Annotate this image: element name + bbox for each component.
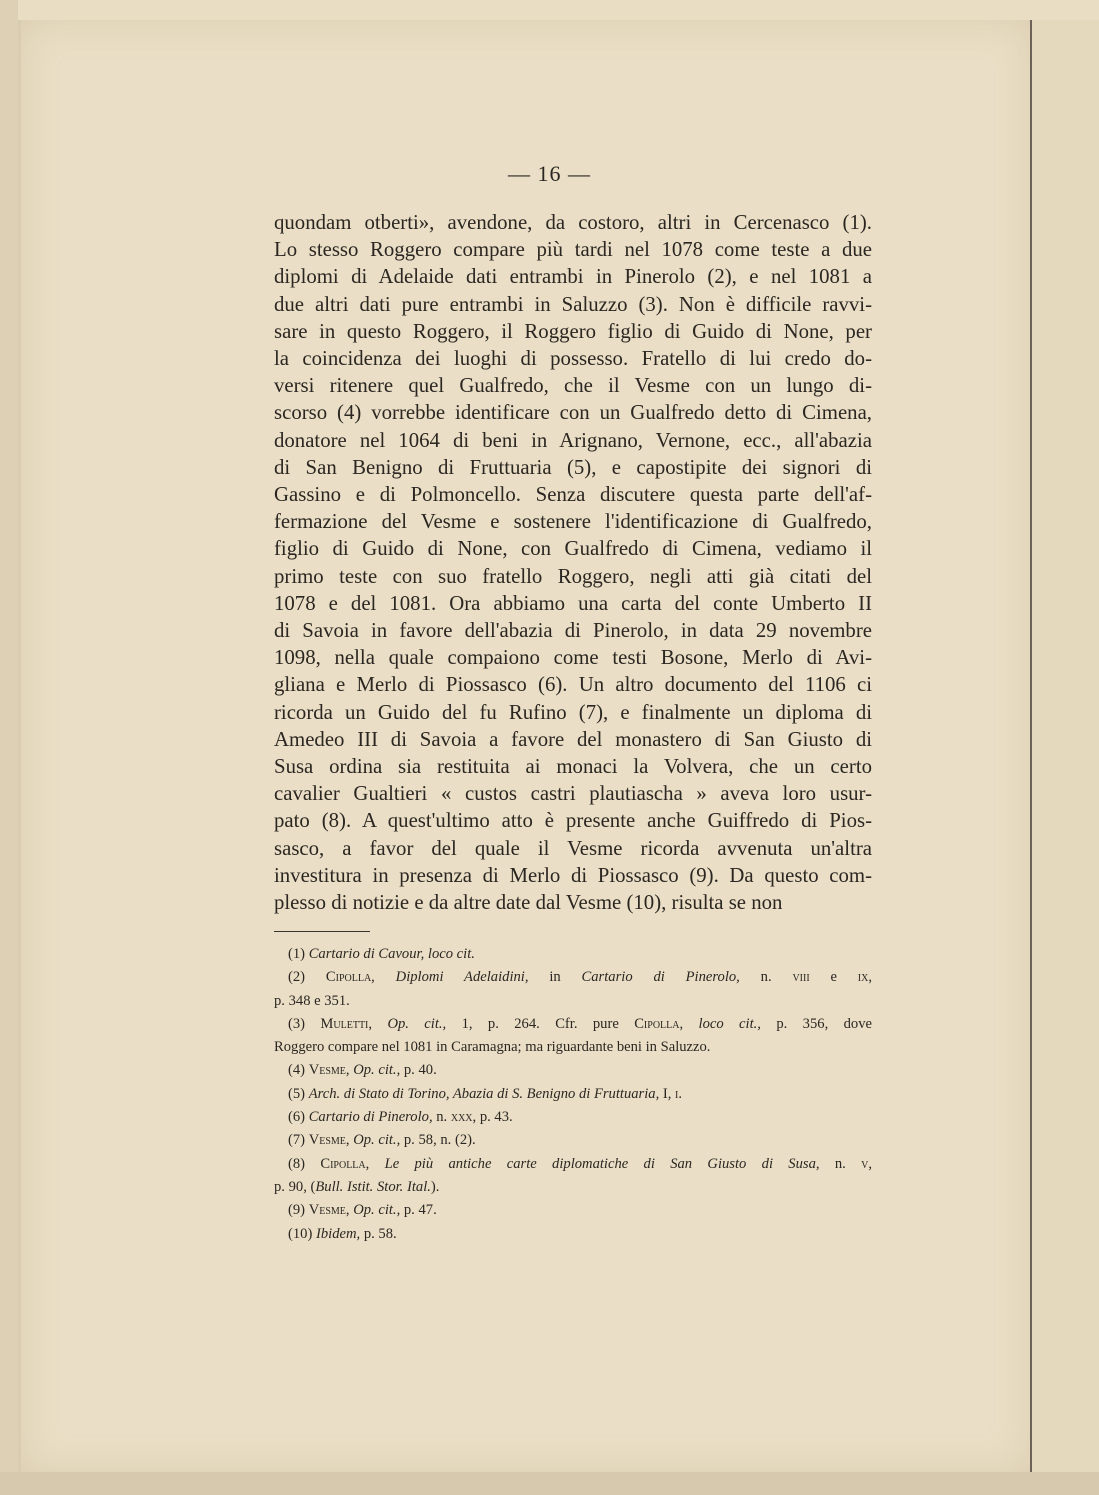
footnote-4: (4) Vesme, Op. cit., p. 40. (288, 1062, 437, 1079)
body-line: di San Benigno di Fruttuaria (5), e capostipite dei signori di (274, 455, 872, 479)
footnote-8: (8) Cipolla, Le più antiche carte diplomatiche di San Giusto di Susa, n. v, (288, 1155, 872, 1172)
body-line: ricorda un Guido del fu Rufino (7), e finalmente un diploma di (274, 700, 872, 724)
footnotes (274, 943, 872, 1246)
body-line: plesso di notizie e da altre date dal Vesme (10), risulta se non (274, 891, 783, 915)
footnote-1: (1) Cartario di Cavour, loco cit. (288, 946, 475, 962)
footnote-8-continued: p. 90, (Bull. Istit. Stor. Ital.). (274, 1178, 440, 1195)
body-line: di Savoia in favore dell'abazia di Pinerolo, in data 29 novembre (274, 619, 872, 643)
body-line: Amedeo III di Savoia a favore del monastero di San Giusto di (274, 727, 872, 751)
footnote-7: (7) Vesme, Op. cit., p. 58, n. (2). (288, 1132, 476, 1149)
body-line: sasco, a favor del quale il Vesme ricorda avvenuta un'altra (274, 836, 872, 860)
footnote-3-continued: Roggero compare nel 1081 in Caramagna; ma riguardante beni in Saluzzo. (274, 1039, 711, 1056)
body-line: Lo stesso Roggero compare più tardi nel 1078 come teste a due (274, 238, 872, 262)
body-line: versi ritenere quel Gualfredo, che il Vesme con un lungo di- (274, 374, 872, 398)
body-line: due altri dati pure entrambi in Saluzzo (3). Non è difficile ravvi- (274, 292, 872, 316)
left-page-edge (0, 0, 18, 1495)
footnote-2: (2) Cipolla, Diplomi Adelaidini, in Cartario di Pinerolo, n. viii e ix, (288, 969, 873, 986)
body-line: quondam otberti», avendone, da costoro, altri in Cercenasco (1). (274, 211, 872, 234)
body-line: scorso (4) vorrebbe identificare con un Gualfredo detto di Cimena, (274, 401, 872, 425)
next-page-edge (1030, 20, 1099, 1495)
body-line: la coincidenza dei luoghi di possesso. Fratello di lui credo do- (274, 347, 872, 371)
body-line: diplomi di Adelaide dati entrambi in Pinerolo (2), e nel 1081 a (274, 265, 872, 289)
body-line: cavalier Gualtieri « custos castri plautiascha » aveva loro usur- (274, 782, 872, 806)
body-line: pato (8). A quest'ultimo atto è presente anche Guiffredo di Pios- (274, 809, 872, 833)
body-line: primo teste con suo fratello Roggero, negli atti già citati del (274, 564, 872, 588)
page-number: — 16 — (508, 161, 591, 186)
body-line: donatore nel 1064 di beni in Arignano, Vernone, ecc., all'abazia (274, 428, 872, 452)
body-line: fermazione del Vesme e sostenere l'identificazione di Gualfredo, (274, 510, 872, 534)
body-line: investitura in presenza di Merlo di Piossasco (9). Da questo com- (274, 863, 872, 887)
body-line: Gassino e di Polmoncello. Senza discutere questa parte dell'af- (274, 483, 872, 507)
body-line: sare in questo Roggero, il Roggero figlio di Guido di None, per (274, 319, 872, 343)
footnote-2-continued: p. 348 e 351. (274, 992, 350, 1009)
body-line: gliana e Merlo di Piossasco (6). Un altro documento del 1106 ci (274, 673, 872, 697)
bottom-margin (0, 1472, 1099, 1495)
body-paragraph (274, 209, 872, 916)
body-line: figlio di Guido di None, con Gualfredo di Cimena, vediamo il (274, 537, 872, 561)
footnote-6: (6) Cartario di Pinerolo, n. xxx, p. 43. (288, 1109, 513, 1126)
body-line: 1098, nella quale compaiono come testi Bosone, Merlo di Avi- (274, 646, 872, 670)
body-line: Susa ordina sia restituita ai monaci la Volvera, che un certo (274, 755, 872, 779)
footnote-3: (3) Muletti, Op. cit., 1, p. 264. Cfr. pure Cipolla, loco cit., p. 356, dove (288, 1015, 872, 1032)
footnote-10: (10) Ibidem, p. 58. (288, 1225, 397, 1242)
body-line: 1078 e del 1081. Ora abbiamo una carta del conte Umberto II (274, 591, 872, 615)
footnote-5: (5) Arch. di Stato di Torino, Abazia di S. Benigno di Fruttuaria, I, i. (288, 1085, 683, 1102)
footnote-rule (274, 931, 370, 932)
footnote-9: (9) Vesme, Op. cit., p. 47. (288, 1202, 437, 1219)
